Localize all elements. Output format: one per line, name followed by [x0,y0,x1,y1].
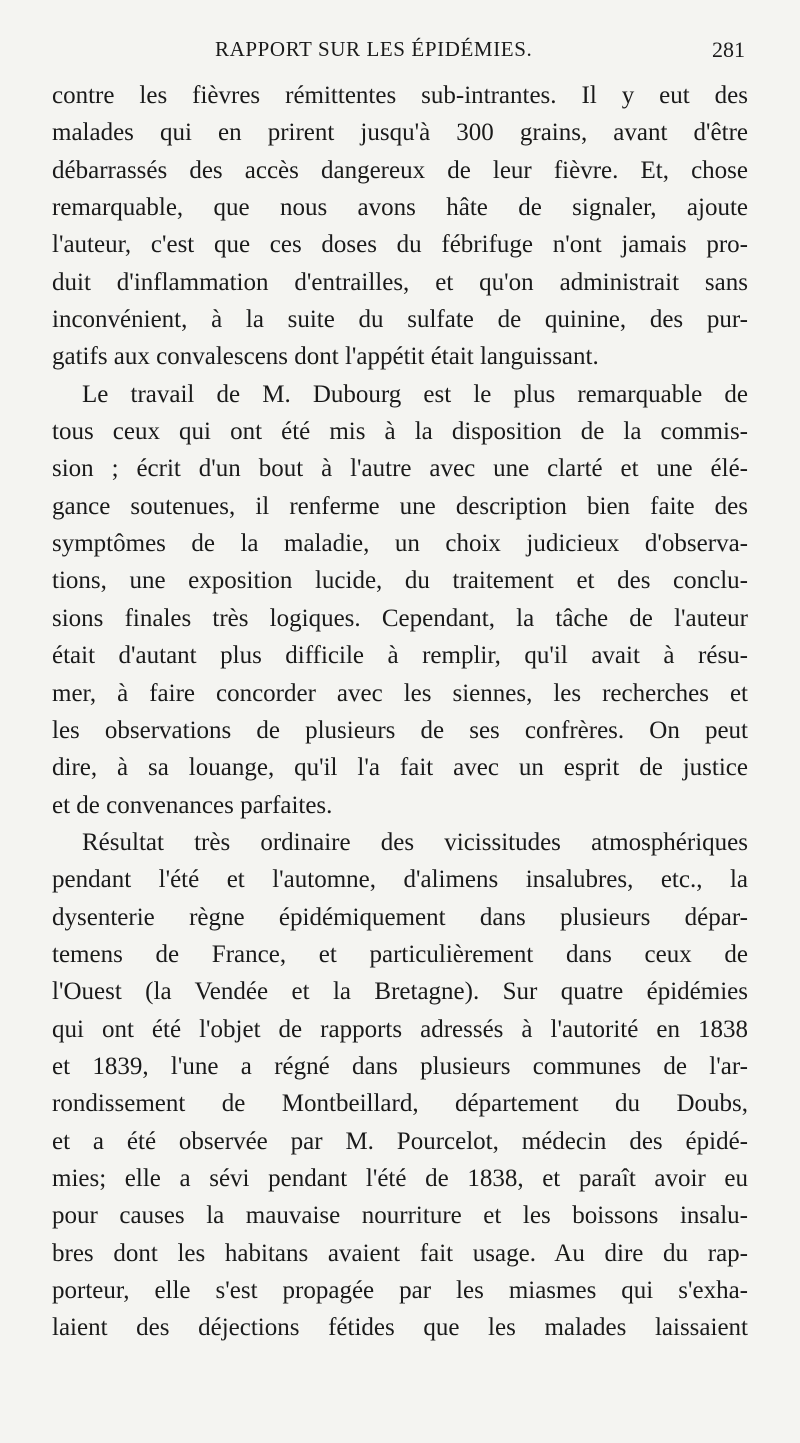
text-line: dysenterie règne épidémiquement dans plusieurs dépar- [52,903,748,931]
text-line: débarrassés des accès dangereux de leur fièvre. Et, chose [52,156,748,184]
text-line: sion ; écrit d'un bout à l'autre avec une clarté et une élé- [52,455,748,483]
text-line: gatifs aux convalescens dont l'appétit était languissant. [52,343,599,371]
text-line: bres dont les habitans avaient fait usage. Au dire du rap- [52,1239,748,1267]
text-line: sions finales très logiques. Cependant, la tâche de l'auteur [52,604,748,632]
text-line: l'auteur, c'est que ces doses du fébrifuge n'ont jamais pro- [52,231,748,259]
text-line: et de convenances parfaites. [52,791,333,819]
text-line: contre les fièvres rémittentes sub-intrantes. Il y eut des [52,82,748,109]
text-line: et a été observée par M. Pourcelot, médecin des épidé- [52,1127,748,1155]
text-line: et 1839, l'une a régné dans plusieurs communes de l'ar- [52,1052,748,1080]
text-line: Résultat très ordinaire des vicissitudes atmosphériques [82,828,748,856]
text-line: inconvénient, à la suite du sulfate de quinine, des pur- [52,306,748,334]
text-line: les observations de plusieurs de ses confrères. On peut [52,716,748,744]
text-line: duit d'inflammation d'entrailles, et qu'on administrait sans [52,268,748,296]
text-line: temens de France, et particulièrement dans ceux de [52,940,748,968]
text-line: l'Ouest (la Vendée et la Bretagne). Sur quatre épidémies [52,978,748,1006]
body-text [52,77,748,1347]
text-line: dire, à sa louange, qu'il l'a fait avec un esprit de justice [52,754,748,782]
text-line: était d'autant plus difficile à remplir, qu'il avait à résu- [52,642,748,670]
text-line: mies; elle a sévi pendant l'été de 1838, et paraît avoir eu [52,1164,748,1192]
page-header [0,37,800,67]
text-line: tous ceux qui ont été mis à la disposition de la commis- [52,418,748,446]
text-line: gance soutenues, il renferme une description bien faite des [52,492,748,520]
text-line: mer, à faire concorder avec les siennes, les recherches et [52,679,748,707]
text-line: pendant l'été et l'automne, d'alimens insalubres, etc., la [52,866,748,894]
running-head: RAPPORT SUR LES ÉPIDÉMIES. [215,37,533,61]
text-line: laient des déjections fétides que les malades laissaient [52,1314,748,1342]
text-line: remarquable, que nous avons hâte de signaler, ajoute [52,194,748,222]
text-line: malades qui en prirent jusqu'à 300 grains, avant d'être [52,119,748,147]
text-line: porteur, elle s'est propagée par les miasmes qui s'exha- [52,1277,748,1304]
text-line: rondissement de Montbeillard, département du Doubs, [52,1090,748,1118]
text-line: pour causes la mauvaise nourriture et les boissons insalu- [52,1202,748,1230]
text-line: tions, une exposition lucide, du traitement et des conclu- [52,567,748,595]
text-line: qui ont été l'objet de rapports adressés à l'autorité en 1838 [52,1015,748,1043]
text-line: Le travail de M. Dubourg est le plus remarquable de [82,380,748,408]
page-number: 281 [712,37,745,62]
text-line: symptômes de la maladie, un choix judicieux d'observa- [52,530,748,558]
